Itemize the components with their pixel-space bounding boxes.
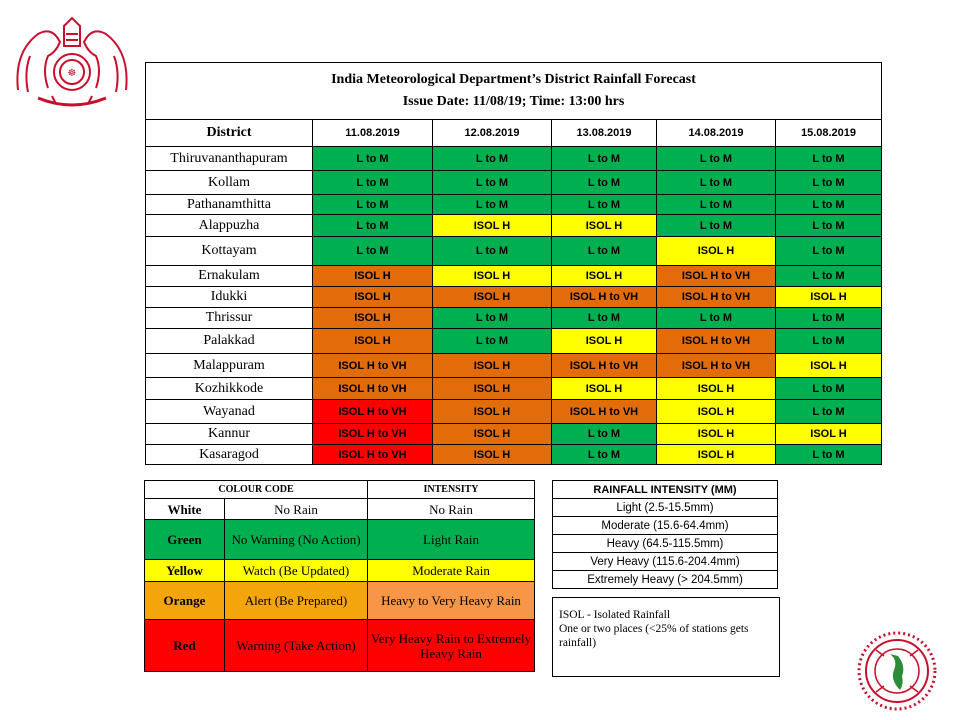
forecast-cell: L to M [313, 215, 433, 237]
rainfall-intensity-title: RAINFALL INTENSITY (MM) [553, 481, 778, 499]
forecast-cell: L to M [776, 378, 882, 400]
forecast-cell: ISOL H [433, 445, 552, 465]
forecast-cell: ISOL H [433, 378, 552, 400]
colour-name: White [145, 499, 225, 520]
rainfall-intensity-row [553, 535, 778, 553]
forecast-cell: L to M [552, 171, 657, 195]
forecast-cell: L to M [433, 237, 552, 266]
district-name: Wayanad [146, 400, 313, 424]
district-row [146, 354, 882, 378]
district-column-header: District [146, 120, 313, 147]
forecast-cell: L to M [776, 400, 882, 424]
forecast-cell: L to M [776, 266, 882, 287]
forecast-cell: L to M [433, 308, 552, 329]
forecast-cell: ISOL H [657, 400, 776, 424]
district-name: Kollam [146, 171, 313, 195]
rainfall-intensity-row [553, 499, 778, 517]
forecast-cell: L to M [313, 195, 433, 215]
forecast-cell: ISOL H [313, 329, 433, 354]
district-name: Alappuzha [146, 215, 313, 237]
colour-meaning: No Warning (No Action) [225, 520, 368, 560]
district-row [146, 400, 882, 424]
forecast-cell: ISOL H [313, 287, 433, 308]
district-name: Pathanamthitta [146, 195, 313, 215]
district-name: Thrissur [146, 308, 313, 329]
colour-code-row-yellow [145, 560, 535, 582]
isol-explanation: One or two places (<25% of stations gets rainfall) [559, 623, 749, 649]
title-cell [146, 63, 882, 120]
forecast-cell: L to M [776, 171, 882, 195]
date-column-header: 11.08.2019 [313, 120, 433, 147]
forecast-cell: L to M [657, 215, 776, 237]
forecast-cell: L to M [657, 195, 776, 215]
forecast-cell: ISOL H to VH [552, 400, 657, 424]
colour-code-table [144, 480, 535, 672]
forecast-cell: L to M [776, 195, 882, 215]
forecast-cell: ISOL H [657, 424, 776, 445]
forecast-cell: L to M [776, 308, 882, 329]
rainfall-intensity-row [553, 571, 778, 589]
forecast-cell: L to M [776, 215, 882, 237]
district-row [146, 215, 882, 237]
imd-logo [854, 630, 940, 712]
forecast-cell: ISOL H [433, 266, 552, 287]
forecast-cell: ISOL H [657, 445, 776, 465]
forecast-cell: ISOL H [657, 237, 776, 266]
district-row [146, 445, 882, 465]
forecast-cell: ISOL H [552, 378, 657, 400]
intensity-heavy: Heavy (64.5-115.5mm) [553, 535, 778, 553]
district-name: Kozhikkode [146, 378, 313, 400]
district-name: Malappuram [146, 354, 313, 378]
forecast-cell: L to M [433, 171, 552, 195]
intensity-extremely-heavy: Extremely Heavy (> 204.5mm) [553, 571, 778, 589]
intensity-moderate: Moderate (15.6-64.4mm) [553, 517, 778, 535]
forecast-cell: L to M [313, 171, 433, 195]
date-column-header: 12.08.2019 [433, 120, 552, 147]
forecast-cell: L to M [776, 237, 882, 266]
forecast-cell: ISOL H [433, 400, 552, 424]
forecast-cell: L to M [776, 329, 882, 354]
forecast-cell: ISOL H [776, 287, 882, 308]
colour-code-row-green [145, 520, 535, 560]
colour-code-row-white [145, 499, 535, 520]
colour-name: Green [145, 520, 225, 560]
forecast-cell: L to M [776, 147, 882, 171]
forecast-cell: ISOL H [776, 354, 882, 378]
district-row [146, 329, 882, 354]
forecast-cell: ISOL H to VH [657, 354, 776, 378]
forecast-cell: L to M [552, 195, 657, 215]
forecast-cell: L to M [313, 237, 433, 266]
forecast-cell: ISOL H [313, 266, 433, 287]
forecast-cell: L to M [552, 237, 657, 266]
district-rows [146, 147, 882, 465]
district-row [146, 424, 882, 445]
colour-meaning: No Rain [225, 499, 368, 520]
colour-intensity: Light Rain [368, 520, 535, 560]
district-name: Kannur [146, 424, 313, 445]
forecast-cell: ISOL H to VH [313, 378, 433, 400]
forecast-cell: L to M [433, 147, 552, 171]
intensity-header: INTENSITY [368, 481, 535, 499]
district-row [146, 195, 882, 215]
colour-code-header-row [145, 481, 535, 499]
district-name: Idukki [146, 287, 313, 308]
intensity-very-heavy: Very Heavy (115.6-204.4mm) [553, 553, 778, 571]
forecast-cell: L to M [433, 329, 552, 354]
colour-intensity: Moderate Rain [368, 560, 535, 582]
forecast-cell: L to M [433, 195, 552, 215]
svg-text:☸: ☸ [67, 68, 77, 79]
colour-code-header: COLOUR CODE [145, 481, 368, 499]
forecast-cell: ISOL H to VH [657, 329, 776, 354]
forecast-cell: L to M [552, 424, 657, 445]
district-row [146, 237, 882, 266]
forecast-cell: ISOL H to VH [313, 445, 433, 465]
isol-definition: ISOL - Isolated Rainfall [559, 609, 671, 621]
date-column-header: 14.08.2019 [657, 120, 776, 147]
district-rainfall-forecast-table [145, 62, 882, 465]
district-row [146, 308, 882, 329]
colour-meaning: Alert (Be Prepared) [225, 582, 368, 620]
colour-code-row-orange [145, 582, 535, 620]
forecast-cell: ISOL H to VH [657, 266, 776, 287]
forecast-cell: L to M [313, 147, 433, 171]
district-name: Kasaragod [146, 445, 313, 465]
rainfall-intensity-table [552, 480, 778, 589]
colour-meaning: Watch (Be Updated) [225, 560, 368, 582]
forecast-cell: ISOL H to VH [313, 424, 433, 445]
rainfall-intensity-row [553, 517, 778, 535]
district-row [146, 266, 882, 287]
colour-intensity: No Rain [368, 499, 535, 520]
district-row [146, 171, 882, 195]
forecast-cell: ISOL H [552, 215, 657, 237]
forecast-cell: ISOL H to VH [552, 354, 657, 378]
forecast-cell: ISOL H [433, 424, 552, 445]
colour-intensity: Very Heavy Rain to Extremely Heavy Rain [368, 620, 535, 672]
forecast-cell: ISOL H to VH [313, 400, 433, 424]
colour-name: Orange [145, 582, 225, 620]
date-column-header: 13.08.2019 [552, 120, 657, 147]
forecast-cell: ISOL H to VH [657, 287, 776, 308]
forecast-cell: ISOL H [776, 424, 882, 445]
forecast-cell: L to M [657, 171, 776, 195]
forecast-cell: L to M [552, 445, 657, 465]
forecast-cell: L to M [552, 308, 657, 329]
forecast-cell: ISOL H [433, 287, 552, 308]
forecast-cell: ISOL H [313, 308, 433, 329]
forecast-cell: ISOL H to VH [552, 287, 657, 308]
forecast-cell: L to M [552, 147, 657, 171]
district-name: Palakkad [146, 329, 313, 354]
colour-name: Yellow [145, 560, 225, 582]
forecast-cell: ISOL H [552, 329, 657, 354]
colour-meaning: Warning (Take Action) [225, 620, 368, 672]
district-row [146, 378, 882, 400]
district-name: Kottayam [146, 237, 313, 266]
colour-code-row-red [145, 620, 535, 672]
forecast-cell: ISOL H [433, 215, 552, 237]
district-row [146, 147, 882, 171]
rainfall-intensity-header-row [553, 481, 778, 499]
forecast-cell: L to M [776, 445, 882, 465]
colour-intensity: Heavy to Very Heavy Rain [368, 582, 535, 620]
forecast-cell: ISOL H to VH [313, 354, 433, 378]
title-row [146, 63, 882, 120]
colour-name: Red [145, 620, 225, 672]
issue-date: Issue Date: 11/08/19; Time: 13:00 hrs [402, 94, 625, 109]
forecast-title: India Meteorological Department’s District Rainfall Forecast [331, 72, 696, 87]
forecast-cell: L to M [657, 147, 776, 171]
district-row [146, 287, 882, 308]
forecast-cell: ISOL H [552, 266, 657, 287]
kerala-emblem-logo [8, 12, 136, 112]
intensity-light: Light (2.5-15.5mm) [553, 499, 778, 517]
forecast-cell: ISOL H [657, 378, 776, 400]
forecast-cell: L to M [657, 308, 776, 329]
forecast-cell: ISOL H [433, 354, 552, 378]
district-name: Ernakulam [146, 266, 313, 287]
district-name: Thiruvananthapuram [146, 147, 313, 171]
date-column-header: 15.08.2019 [776, 120, 882, 147]
isol-note-box [552, 597, 780, 677]
header-row [146, 120, 882, 147]
rainfall-intensity-row [553, 553, 778, 571]
